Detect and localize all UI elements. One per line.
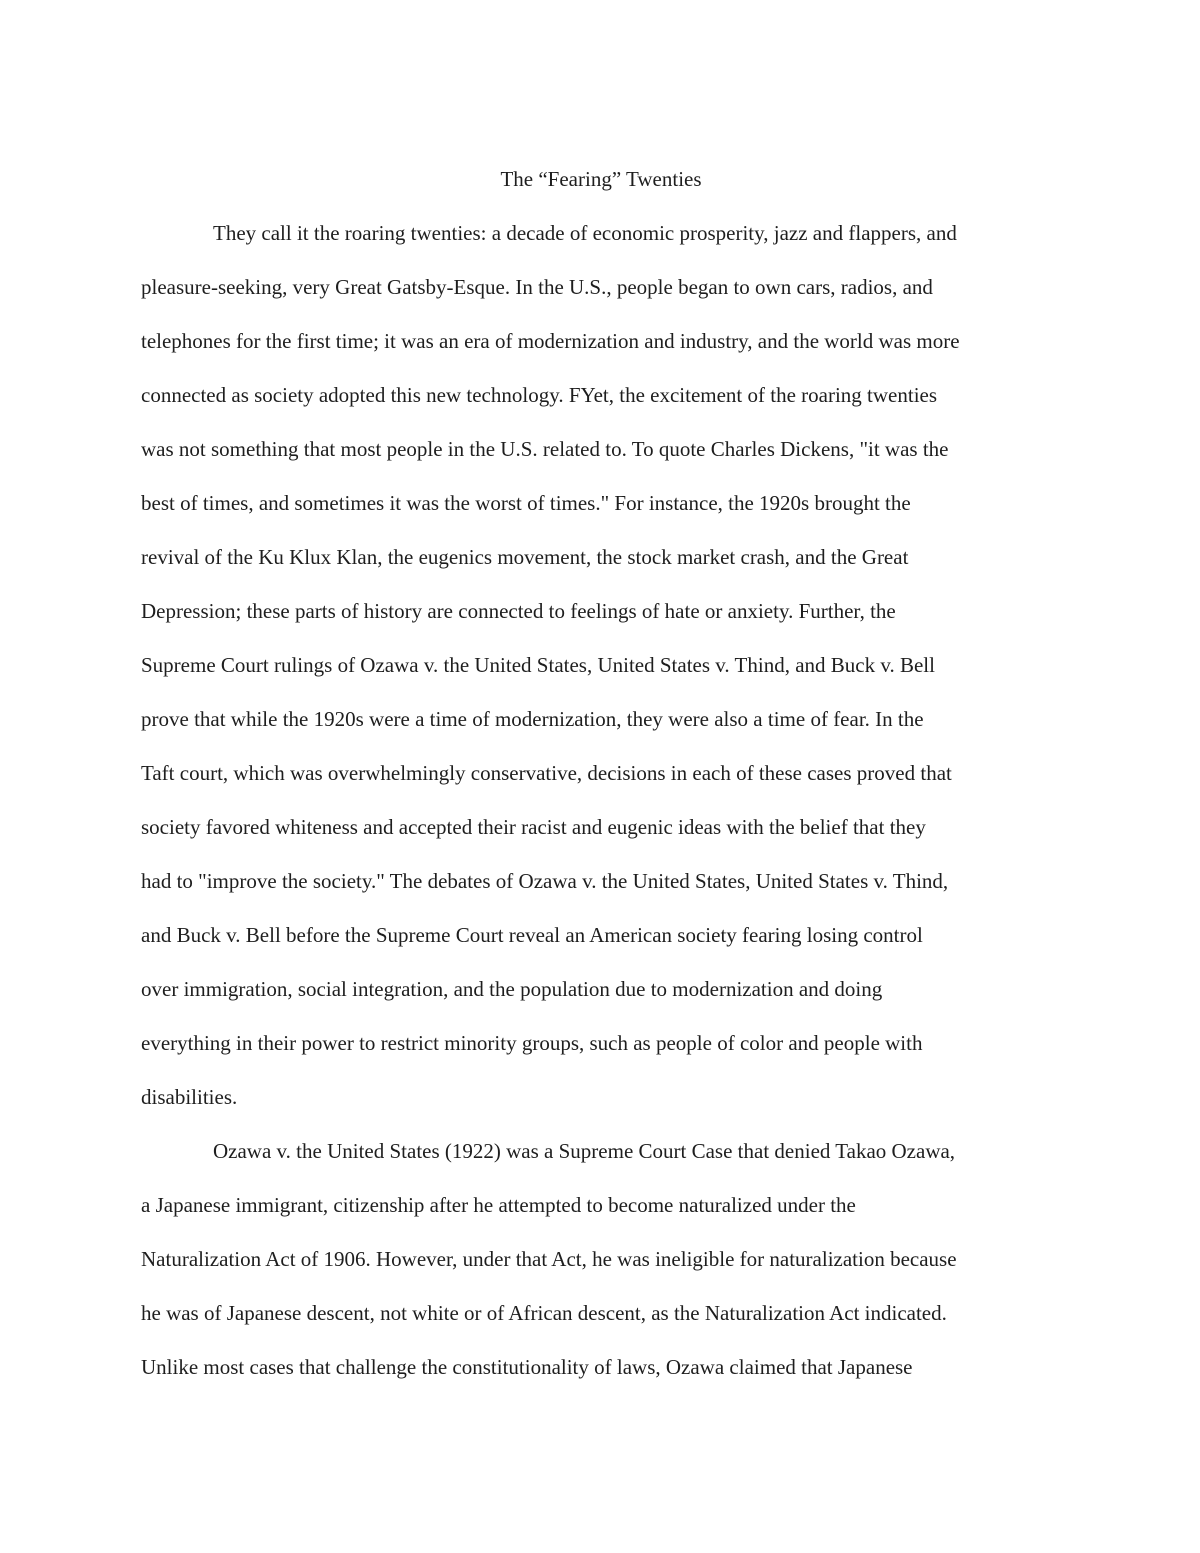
paragraph-line: Ozawa v. the United States (1922) was a Supreme Court Case that denied Takao Ozawa, — [213, 1139, 956, 1163]
paragraph-line: over immigration, social integration, and the population due to modernization and doing — [141, 977, 883, 1001]
paragraph-line: disabilities. — [141, 1085, 238, 1109]
paragraph-line: pleasure-seeking, very Great Gatsby-Esque. In the U.S., people began to own cars, radios, and — [141, 275, 933, 299]
paragraph-line: a Japanese immigrant, citizenship after he attempted to become naturalized under the — [141, 1193, 856, 1217]
paragraph-2 — [141, 1124, 1061, 1394]
paragraph-line: everything in their power to restrict minority groups, such as people of color and people with — [141, 1031, 923, 1055]
paragraph-line: connected as society adopted this new technology. FYet, the excitement of the roaring twenties — [141, 383, 938, 407]
paragraph-line: Supreme Court rulings of Ozawa v. the United States, United States v. Thind, and Buck v. Bell — [141, 653, 935, 677]
paragraph-line: society favored whiteness and accepted their racist and eugenic ideas with the belief that they — [141, 815, 926, 839]
document-body — [141, 152, 1061, 1394]
paragraph-line: They call it the roaring twenties: a decade of economic prosperity, jazz and flappers, and — [213, 221, 957, 245]
paragraph-line: had to "improve the society." The debates of Ozawa v. the United States, United States v. Thind, — [141, 869, 949, 893]
paragraph-line: Taft court, which was overwhelmingly conservative, decisions in each of these cases proved that — [141, 761, 952, 785]
paragraph-line: best of times, and sometimes it was the worst of times." For instance, the 1920s brought the — [141, 491, 911, 515]
paragraph-line: was not something that most people in the U.S. related to. To quote Charles Dickens, "it was the — [141, 437, 949, 461]
paragraph-line: Naturalization Act of 1906. However, under that Act, he was ineligible for naturalization because — [141, 1247, 957, 1271]
paragraph-line: Depression; these parts of history are connected to feelings of hate or anxiety. Further, the — [141, 599, 896, 623]
paragraph-line: revival of the Ku Klux Klan, the eugenics movement, the stock market crash, and the Great — [141, 545, 909, 569]
paragraph-line: telephones for the first time; it was an era of modernization and industry, and the world was more — [141, 329, 960, 353]
paragraph-line: and Buck v. Bell before the Supreme Court reveal an American society fearing losing control — [141, 923, 923, 947]
paragraph-line: prove that while the 1920s were a time of modernization, they were also a time of fear. In the — [141, 707, 924, 731]
paragraph-line: Unlike most cases that challenge the constitutionality of laws, Ozawa claimed that Japanese — [141, 1355, 913, 1379]
paragraph-1 — [141, 206, 1061, 1124]
paragraph-line: he was of Japanese descent, not white or of African descent, as the Naturalization Act indicated. — [141, 1301, 947, 1325]
document-title: The “Fearing” Twenties — [500, 167, 702, 191]
